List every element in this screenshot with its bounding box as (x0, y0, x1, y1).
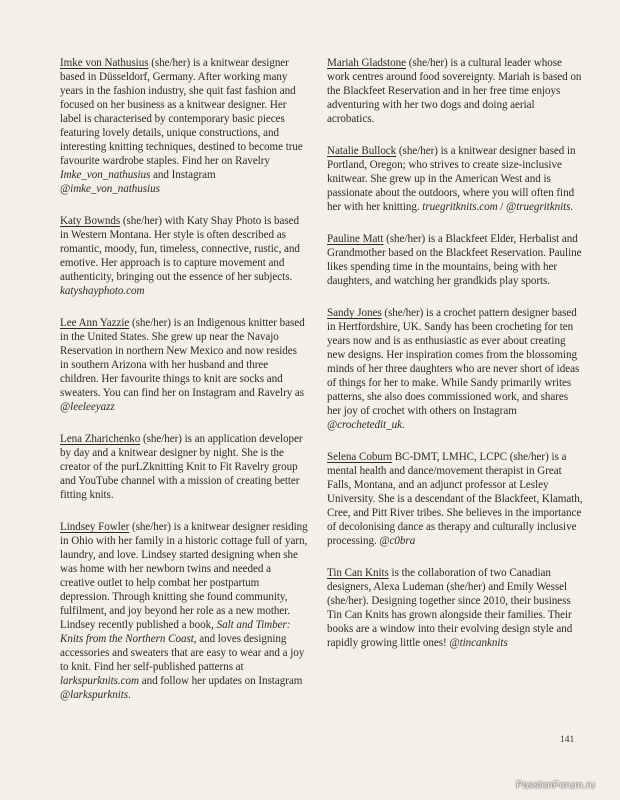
contributor-bio (60, 520, 308, 702)
bio-italic-text: @larkspurknits (60, 689, 129, 701)
bio-text (60, 56, 308, 196)
bio-body-text: BC-DMT, LMHC, LCPC (she/her) is a mental health and dance/movement therapist in Great Falls, Montana, and an adjunct professor at Lesley University. She is a descendant of the Blackfeet, Klamath, Cree, and Pitt River tribes. She believes in the importance of decolonising dance as therapy and culturally inclusive processing. (327, 451, 583, 547)
bio-italic-text: @truegritknits (506, 201, 571, 213)
contributor-name: Pauline Matt (327, 233, 384, 245)
bio-text (60, 432, 308, 502)
bio-italic-text: katyshayphoto.com (60, 285, 145, 297)
bio-text (327, 306, 583, 432)
bio-italic-text: Imke_von_nathusius (60, 169, 151, 181)
bio-text (60, 214, 308, 298)
contributor-name: Katy Bownds (60, 215, 121, 227)
contributor-bio (327, 306, 583, 432)
bio-body-text: . (128, 689, 131, 701)
bio-italic-text: @tincanknits (449, 637, 508, 649)
bio-text (60, 316, 308, 414)
bio-body-text: (she/her) is a cultural leader whose work centres around food sovereignty. Mariah is based on the Blackfeet Reservation and in her free time enjoys adventuring with her two dogs and doing aerial acrobatics. (327, 57, 582, 125)
bio-body-text: (she/her) is an Indigenous knitter based in the United States. She grew up near the Navajo Reservation in northern New Mexico and now resides in southern Arizona with her husband and three children. Her favourite things to knit are socks and sweaters. You can find her on Instagram and Ravelry as (60, 317, 305, 399)
contributor-name: Selena Coburn (327, 451, 392, 463)
bio-body-text: (she/her) with Katy Shay Photo is based in Western Montana. Her style is often described as romantic, moody, fun, timeless, connective, rustic, and emotive. Her approach is to capture movement and authenticity, bringing out the essence of her subjects. (60, 215, 300, 283)
bio-body-text: (she/her) is a Blackfeet Elder, Herbalist and Grandmother based on the Blackfeet Reservation. Pauline likes spending time in the mountains, being with her daughters, and watching her grandkids play sports. (327, 233, 582, 287)
contributor-bio (60, 432, 308, 502)
contributor-bio (327, 144, 583, 214)
right-column (327, 56, 583, 668)
bio-italic-text: @c0bra (379, 535, 416, 547)
bio-italic-text: Salt and Timber: Knits from the Northern Coast (60, 619, 291, 645)
bio-italic-text: larkspurknits.com (60, 675, 139, 687)
bio-italic-text: @imke_von_nathusius (60, 183, 160, 195)
contributor-bio (327, 232, 583, 288)
watermark: PassionForum.ru (516, 780, 596, 791)
bio-text (327, 144, 583, 214)
contributor-name: Natalie Bullock (327, 145, 397, 157)
contributor-bio (327, 56, 583, 126)
bio-italic-text: @leeleeyazz (60, 401, 115, 413)
bio-body-text: and Instagram (150, 169, 216, 181)
contributor-bio (60, 316, 308, 414)
contributor-name: Lena Zharichenko (60, 433, 141, 445)
bio-body-text: (she/her) is a knitwear designer based in Portland, Oregon; who strives to create size-inclusive knitwear. She grew up in the American West and is passionate about the outdoors, where you will often find her with her knitting. (327, 145, 576, 213)
bio-text (327, 56, 583, 126)
bio-italic-text: @crochetedit_uk (327, 419, 402, 431)
bio-text (327, 566, 583, 650)
bio-body-text: (she/her) is a crochet pattern designer based in Hertfordshire, UK. Sandy has been crocheting for ten years now and is as enthusiastic as ever about creating new designs. Her inspiration comes from the blossoming minds of her three daughters who are never short of ideas of things for her to make. While Sandy primarily writes patterns, she also does commissioned work, and shares her joy of crochet with others on Instagram (327, 307, 580, 417)
contributor-bio (327, 450, 583, 548)
bio-body-text: and follow her updates on Instagram (138, 675, 303, 687)
contributor-bio (60, 56, 308, 196)
bio-body-text: (she/her) is a knitwear designer based in Düsseldorf, Germany. After working many years in the fashion industry, she quit fast fashion and focused on her business as a knitwear designer. Her label is characterised by contemporary basic pieces featuring lovely details, unique constructions, and interesting knitting techniques, destined to become true favourite wardrobe staples. Find her on Ravelry (60, 57, 303, 167)
contributor-bio (60, 214, 308, 298)
contributor-name: Lee Ann Yazzie (60, 317, 130, 329)
bio-text (327, 232, 583, 288)
bio-body-text: , and loves designing accessories and sweaters that are easy to wear and a joy to knit. Find her self-published patterns at (60, 633, 305, 673)
bio-text (327, 450, 583, 548)
contributor-name: Tin Can Knits (327, 567, 389, 579)
contributor-name: Mariah Gladstone (327, 57, 406, 69)
left-column (60, 56, 308, 720)
bio-body-text: (she/her) is a knitwear designer residing in Ohio with her family in a historic cottage full of yarn, laundry, and love. Lindsey started designing when she was home with her newborn twins and needed a creative outlet to help combat her postpartum depression. Through knitting she found community, fulfilment, and joy beyond her role as a new mother. Lindsey recently published a book, (60, 521, 308, 631)
bio-body-text: . (401, 419, 405, 431)
bio-body-text: / (497, 201, 507, 213)
bio-body-text: . (570, 201, 574, 213)
bio-text (60, 520, 308, 702)
contributor-bio (327, 566, 583, 650)
contributor-name: Imke von Nathusius (60, 57, 149, 69)
contributor-name: Lindsey Fowler (60, 521, 130, 533)
bio-body-text: is the collaboration of two Canadian designers, Alexa Ludeman (she/her) and Emily Wessel (she/her). Designing together since 2010, their business Tin Can Knits has grown alongside their families. Their books are a window into their evolving design style and rapidly growing little ones! (327, 567, 573, 649)
contributor-name: Sandy Jones (327, 307, 382, 319)
bio-italic-text: truegritknits.com (422, 201, 498, 213)
page-number: 141 (560, 735, 575, 745)
bio-body-text: (she/her) is an application developer by day and a knitwear designer by night. She is the creator of the purLZknitting Knit to Fit Ravelry group and YouTube channel with a mission of creating better fitting knits. (60, 433, 303, 501)
